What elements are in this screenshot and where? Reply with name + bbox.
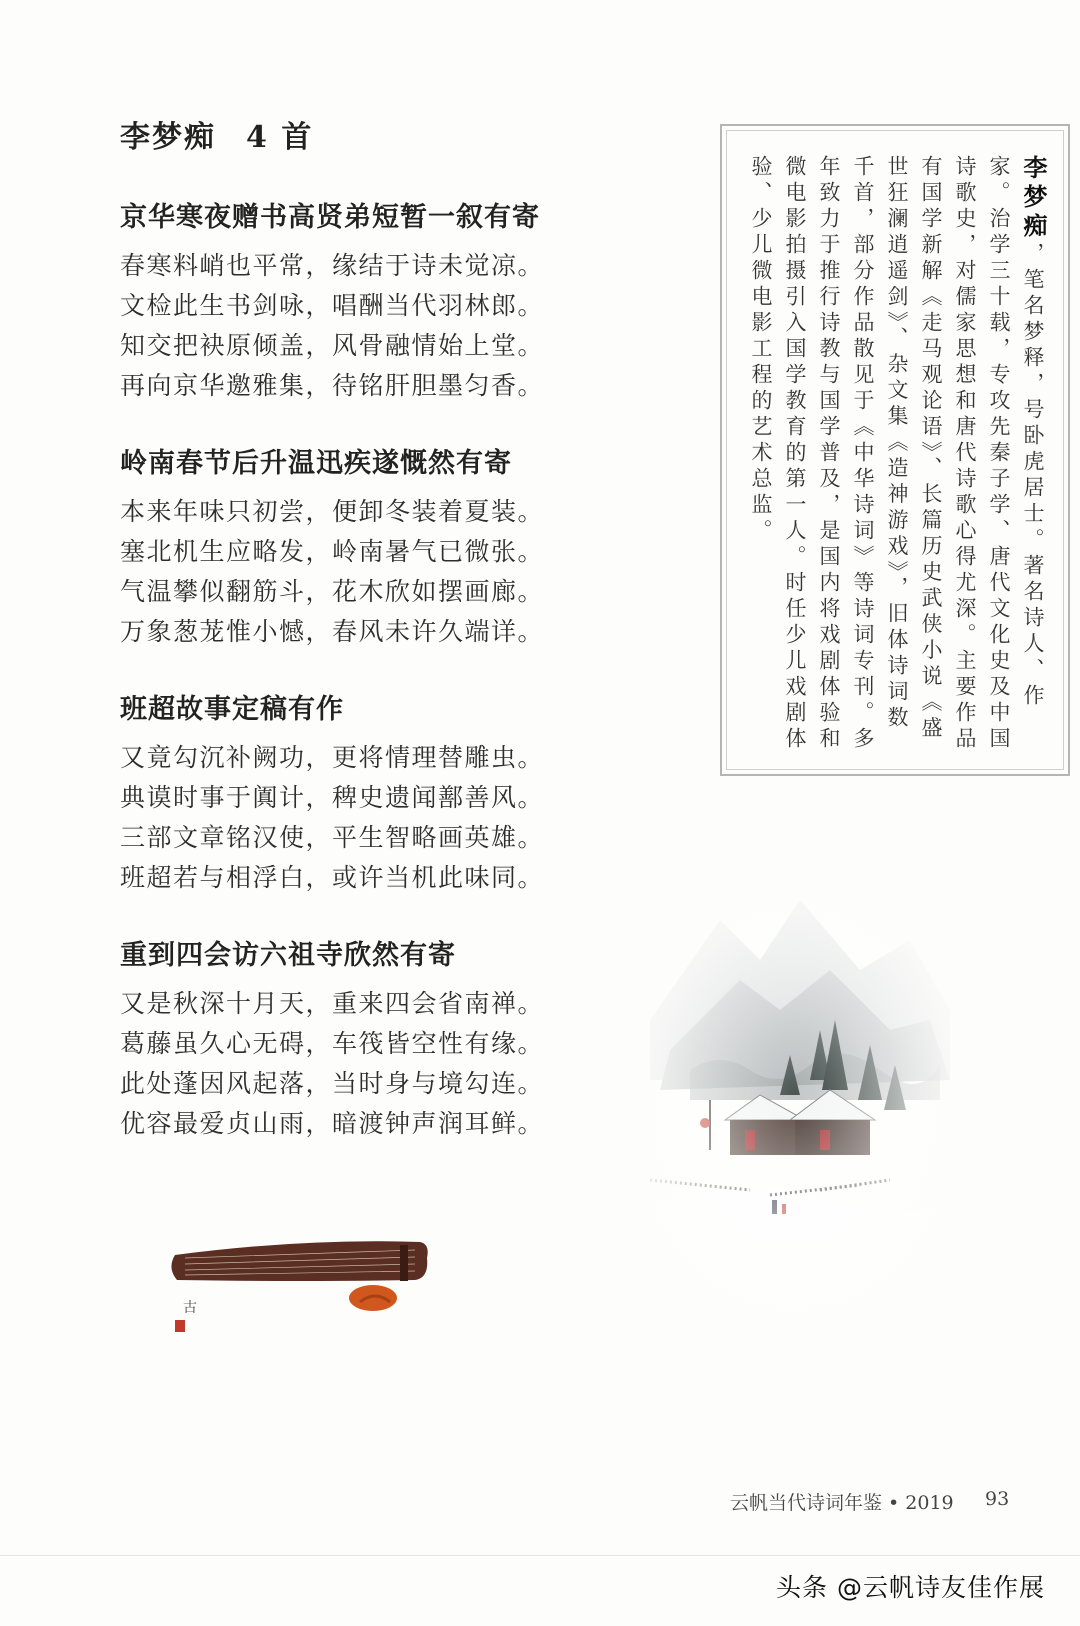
- poem-4: [120, 938, 640, 1144]
- poem-3: [120, 692, 640, 898]
- poem-title: 京华寒夜赠书高贤弟短暂一叙有寄: [120, 202, 540, 233]
- poem-title: 班超故事定稿有作: [120, 694, 344, 725]
- divider: [0, 1555, 1080, 1556]
- poem-count: 4 首: [246, 120, 314, 155]
- author-name: 李梦痴: [120, 120, 216, 155]
- poem-line: 又竟勾沉补阙功，更将情理替雕虫。: [120, 743, 545, 772]
- page-number: 93: [985, 1488, 1010, 1510]
- poem-line: 此处蓬因风起落，当时身与境勾连。: [120, 1069, 545, 1098]
- poem-line: 塞北机生应略发，岭南暑气已微张。: [120, 537, 545, 566]
- poem-line: 优容最爱贞山雨，暗渡钟声润耳鲜。: [120, 1109, 545, 1138]
- poem-title: 重到四会访六祖寺欣然有寄: [120, 940, 456, 971]
- poem-line: 春寒料峭也平常，缘结于诗未觉凉。: [120, 251, 545, 280]
- poem-list: [120, 200, 640, 1184]
- poem-line: 班超若与相浮白，或许当机此味同。: [120, 863, 545, 892]
- poem-line: 又是秋深十月天，重来四会省南禅。: [120, 989, 545, 1018]
- poem-line: 典谟时事于阗计，稗史遗闻鄯善风。: [120, 783, 545, 812]
- poem-line: 文检此生书剑咏，唱酬当代羽林郎。: [120, 291, 545, 320]
- poem-line: 再向京华邀雅集，待铭肝胆墨匀香。: [120, 371, 545, 400]
- page-title: [120, 112, 313, 156]
- poem-2: [120, 446, 640, 652]
- watermark: 头条 @云帆诗友佳作展: [776, 1573, 1045, 1602]
- poem-1: [120, 200, 640, 406]
- poem-line: 气温攀似翻筋斗，花木欣如摆画廊。: [120, 577, 545, 606]
- bio-body: ，笔名梦释，号卧虎居士。著名诗人、作家。治学三十载，专攻先秦子学、唐代文化史及中国诗歌史，对儒家思想和唐代诗歌心得尤深。主要作品有国学新解《走马观论语》、长篇历史武侠小说《盛世狂澜逍遥剑》、杂文集《造神游戏》，旧体诗词数千首，部分作品散见于《中华诗词》等诗词专刊。多年致力于推行诗教与国学普及，是国内将戏剧体验和微电影拍摄引入国学教育的第一人。时任少儿戏剧体验、少儿微电影工程的艺术总监。: [749, 155, 1045, 753]
- poem-line: 万象葱茏惟小憾，春风未许久端详。: [120, 617, 545, 646]
- poem-line: 葛藤虽久心无碍，车筏皆空性有缘。: [120, 1029, 545, 1058]
- publication-footer: 云帆当代诗词年鉴 • 2019: [730, 1492, 954, 1514]
- author-bio: [750, 155, 1050, 755]
- winter-landscape-illustration: [630, 880, 960, 1310]
- bio-name: 李梦痴: [1019, 155, 1048, 242]
- poem-line: 知交把袂原倾盖，风骨融情始上堂。: [120, 331, 545, 360]
- calligraphy-signature: 古: [183, 1300, 197, 1316]
- red-seal: [175, 1320, 185, 1332]
- guqin-illustration: [165, 1230, 465, 1360]
- poem-line: 本来年味只初尝，便卸冬装着夏装。: [120, 497, 545, 526]
- poem-line: 三部文章铭汉使，平生智略画英雄。: [120, 823, 545, 852]
- poem-title: 岭南春节后升温迅疾遂慨然有寄: [120, 448, 512, 479]
